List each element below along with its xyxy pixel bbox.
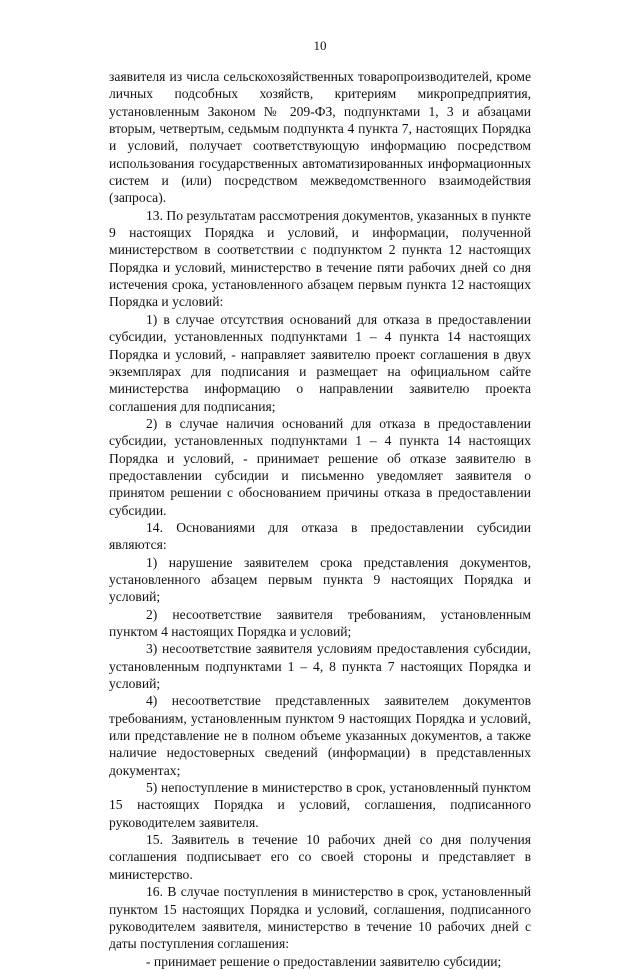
paragraph-item-13: 13. По результатам рассмотрения документов, указанных в пункте 9 настоящих Порядка и условий, и информации, полученной министерством в соответствии с подпунктом 2 пункта 12 настоящих Порядка и условий, министерство в течение пяти рабочих дней со дня истечения срока, установленного абзацем первым пункта 12 настоящих Порядка и условий:: [109, 207, 531, 310]
page-number: 10: [313, 38, 327, 53]
paragraph-item-14-2: 2) несоответствие заявителя требованиям, установленным пунктом 4 настоящих Порядка и условий;: [109, 606, 531, 639]
paragraph-item-16-bullet: - принимает решение о предоставлении заявителю субсидии;: [146, 953, 502, 969]
paragraph-continuation: заявителя из числа сельскохозяйственных товаропроизводителей, кроме личных подсобных хозяйств, критериям микропредприятия, установленным Законом № 209-ФЗ, подпунктами 1, 3 и абзацами вторым, четвертым, седьмым подпункта 4 пункта 7, настоящих Порядка и условий, получает соответствующую информацию посредством использования государственных автоматизированных информационных систем и (или) посредством межведомственного взаимодействия (запроса).: [109, 69, 531, 206]
paragraph-item-15: 15. Заявитель в течение 10 рабочих дней со дня получения соглашения подписывает его со своей стороны и представляет в министерство.: [109, 832, 531, 882]
paragraph-item-13-1: 1) в случае отсутствия оснований для отказа в предоставлении субсидии, установленных подпунктами 1 – 4 пункта 14 настоящих Порядка и условий, - направляет заявителю проект соглашения в двух экземплярах для подписания и размещает на официальном сайте министерства информацию о направлении заявителю проекта соглашения для подписания;: [109, 311, 531, 414]
paragraph-item-14: 14. Основаниями для отказа в предоставлении субсидии являются:: [109, 519, 531, 553]
paragraph-item-14-4: 4) несоответствие представленных заявителем документов требованиям, установленным пунктом 9 настоящих Порядка и условий, или представление не в полном объеме указанных документов, а также наличие недостоверных сведений (информации) в представленных документах;: [109, 693, 531, 778]
paragraph-item-13-2: 2) в случае наличия оснований для отказа в предоставлении субсидии, установленных подпунктами 1 – 4 пункта 14 настоящих Порядка и условий, - принимает решение об отказе заявителю в предоставлении субсидии и письменно уведомляет заявителя о принятом решении с обоснованием причины отказа в предоставлении субсидии.: [109, 415, 531, 518]
paragraph-item-14-5: 5) непоступление в министерство в срок, установленный пунктом 15 настоящих Порядка и условий, соглашения, подписанного руководителем заявителя.: [109, 780, 531, 830]
paragraph-item-16: 16. В случае поступления в министерство в срок, установленный пунктом 15 настоящих Порядка и условий, соглашения, подписанного руководителем заявителя, министерство в течение 10 рабочих дней с даты поступления соглашения:: [109, 884, 531, 952]
paragraph-item-14-3: 3) несоответствие заявителя условиям предоставления субсидии, установленным подпунктами 1 – 4, 8 пункта 7 настоящих Порядка и условий;: [109, 641, 531, 692]
document-body: [109, 68, 531, 970]
paragraph-item-14-1: 1) нарушение заявителем срока представления документов, установленного абзацем первым пункта 9 настоящих Порядка и условий;: [109, 554, 531, 605]
